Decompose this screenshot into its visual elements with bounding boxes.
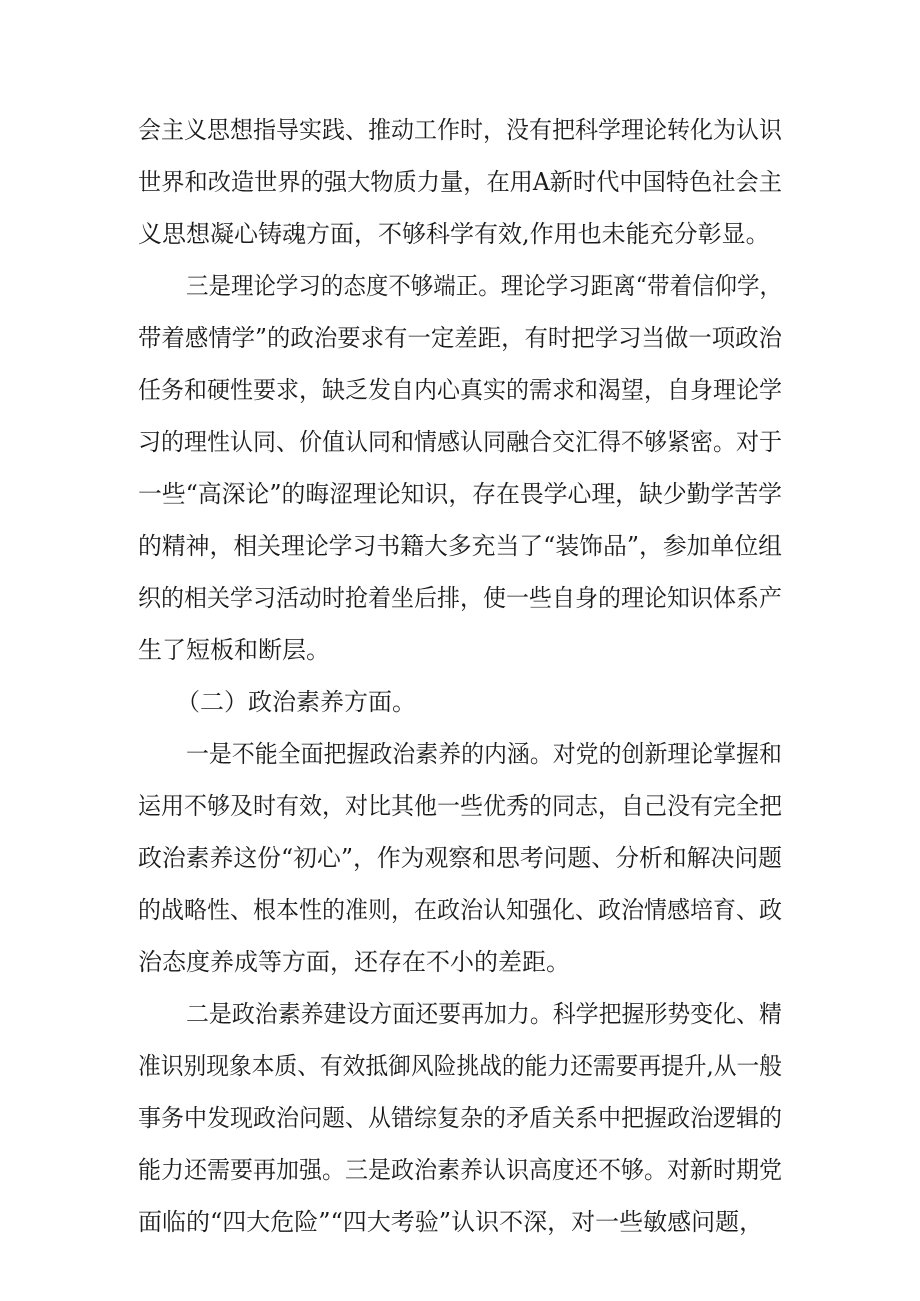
paragraph-point-two-line-3: 事务中发现政治问题、从错综复杂的矛盾关系中把握政治逻辑的 xyxy=(138,1104,782,1132)
text-line xyxy=(0,368,920,412)
section-heading xyxy=(0,680,920,724)
text-line xyxy=(0,316,920,360)
text-line xyxy=(0,264,920,308)
paragraph-point-two-line-4: 能力还需要再加强。三是政治素养认识高度还不够。对新时期党 xyxy=(138,1156,782,1184)
text-line xyxy=(0,1200,920,1244)
paragraph-point-three-line-1: 三是理论学习的态度不够端正。理论学习距离“带着信仰学， xyxy=(186,272,783,300)
text-line xyxy=(0,420,920,464)
text-line xyxy=(0,1096,920,1140)
paragraph-point-three-line-6: 的精神，相关理论学习书籍大多充当了“装饰品”，参加单位组 xyxy=(138,532,783,560)
text-line xyxy=(0,732,920,776)
paragraph-point-one-line-4: 的战略性、根本性的准则，在政治认知强化、政治情感培育、政 xyxy=(138,896,782,924)
text-line xyxy=(0,212,920,256)
text-line xyxy=(0,108,920,152)
text-line xyxy=(0,628,920,672)
paragraph-point-one-line-5: 治态度养成等方面，还存在不小的差距。 xyxy=(138,948,570,976)
text-line xyxy=(0,1044,920,1088)
paragraph-point-three-line-4: 习的理性认同、价值认同和情感认同融合交汇得不够紧密。对于 xyxy=(138,428,782,456)
paragraph-point-one-line-3: 政治素养这份“初心”，作为观察和思考问题、分析和解决问题 xyxy=(138,844,783,872)
text-line xyxy=(0,992,920,1036)
paragraph-point-three-line-7: 织的相关学习活动时抢着坐后排，使一些自身的理论知识体系产 xyxy=(138,584,782,612)
paragraph-continuation-line-1: 会主义思想指导实践、推动工作时，没有把科学理论转化为认识 xyxy=(138,116,782,144)
paragraph-continuation-line-2: 世界和改造世界的强大物质力量，在用A新时代中国特色社会主 xyxy=(138,168,782,196)
text-line xyxy=(0,888,920,932)
text-line xyxy=(0,524,920,568)
paragraph-point-two-line-5: 面临的“四大危险”“四大考验”认识不深，对一些敏感问题， xyxy=(138,1208,764,1236)
paragraph-point-one-line-2: 运用不够及时有效，对比其他一些优秀的同志，自己没有完全把 xyxy=(138,792,782,820)
text-line xyxy=(0,1148,920,1192)
paragraph-point-three-line-3: 任务和硬性要求，缺乏发自内心真实的需求和渴望，自身理论学 xyxy=(138,376,782,404)
section-heading-text: （二）政治素养方面。 xyxy=(176,688,416,716)
text-line xyxy=(0,784,920,828)
text-line xyxy=(0,160,920,204)
paragraph-point-three-line-2: 带着感情学”的政治要求有一定差距，有时把学习当做一项政治 xyxy=(138,324,782,352)
paragraph-point-one-line-1: 一是不能全面把握政治素养的内涵。对党的创新理论掌握和 xyxy=(186,740,782,768)
paragraph-continuation-line-3: 义思想凝心铸魂方面，不够科学有效,作用也未能充分彰显。 xyxy=(138,220,770,248)
paragraph-point-three-line-8: 生了短板和断层。 xyxy=(138,636,330,664)
text-line xyxy=(0,836,920,880)
paragraph-point-two-line-2: 准识别现象本质、有效抵御风险挑战的能力还需要再提升,从一般 xyxy=(138,1052,783,1080)
text-line xyxy=(0,472,920,516)
text-line xyxy=(0,576,920,620)
paragraph-point-two-line-1: 二是政治素养建设方面还要再加力。科学把握形势变化、精 xyxy=(186,1000,782,1028)
paragraph-point-three-line-5: 一些“高深论”的晦涩理论知识，存在畏学心理，缺少勤学苦学 xyxy=(138,480,783,508)
text-line xyxy=(0,940,920,984)
